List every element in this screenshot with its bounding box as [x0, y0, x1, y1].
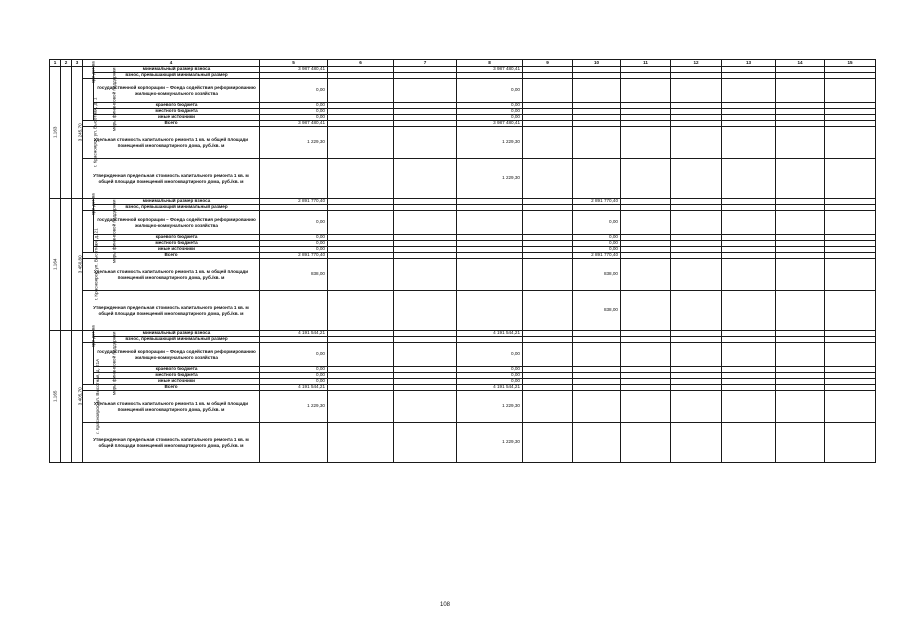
label-regional: краевого бюджета	[94, 103, 260, 109]
funds-group-label-text: сре дст ва	[90, 193, 96, 216]
label-local: местного бюджета	[94, 373, 260, 379]
cell-col8: 0,00	[457, 115, 523, 121]
label-fee-over: взнос, превышающий минимальный размер	[94, 73, 260, 79]
cell-col5: 0,00	[260, 211, 328, 235]
cell-col7	[394, 79, 457, 103]
cell-col12	[671, 423, 722, 463]
record-number	[50, 67, 61, 199]
cell-col5: 0,00	[260, 379, 328, 385]
cell-col14	[776, 211, 825, 235]
table-row	[50, 423, 876, 463]
cell-col10: 0,00	[573, 211, 621, 235]
cell-col10	[573, 159, 621, 199]
cell-col10: 0,00	[573, 235, 621, 241]
colnum-6: 6	[328, 60, 394, 67]
cell-col7	[394, 211, 457, 235]
support-group-label-text: меры финансовой поддержки	[111, 67, 117, 132]
cell-col5: 0,00	[260, 247, 328, 253]
label-limit-cost: Утвержденная предельная стоимость капитального ремонта 1 кв. м общей площади помещений многоквартирного дома, руб./кв. м	[83, 291, 260, 331]
cell-col15	[825, 343, 876, 367]
cell-col9	[523, 211, 573, 235]
cell-col5: 2 891 770,40	[260, 199, 328, 205]
colnum-2: 2	[61, 60, 72, 67]
cell-col14	[776, 259, 825, 291]
record-address-text: г. Красноярск, ул. Высотная, д. 1	[92, 97, 98, 168]
record-area-text: 3 450,80	[77, 255, 83, 274]
cell-col11	[621, 79, 671, 103]
cell-col10	[573, 423, 621, 463]
cell-col7	[394, 159, 457, 199]
cell-col6	[328, 79, 394, 103]
colnum-13: 13	[722, 60, 776, 67]
cell-col10	[573, 391, 621, 423]
funds-group-label	[83, 61, 96, 84]
label-other: иные источники	[94, 379, 260, 385]
cell-col6	[328, 159, 394, 199]
cell-col6	[328, 127, 394, 159]
cell-col11	[621, 127, 671, 159]
cell-col5: 0,00	[260, 115, 328, 121]
cell-col5: 1 229,30	[260, 391, 328, 423]
cell-col11	[621, 343, 671, 367]
cell-col5: 4 191 544,21	[260, 385, 328, 391]
cell-col8: 3 987 480,41	[457, 67, 523, 73]
cell-col14	[776, 127, 825, 159]
label-limit-cost: Утвержденная предельная стоимость капитального ремонта 1 кв. м общей площади помещений многоквартирного дома, руб./кв. м	[83, 159, 260, 199]
label-other: иные источники	[94, 115, 260, 121]
cell-col6	[328, 423, 394, 463]
cell-col7	[394, 291, 457, 331]
label-unit-cost: Удельная стоимость капитального ремонта 1 кв. м общей площади помещений многоквартирного дома, руб./кв. м	[83, 391, 260, 423]
cell-col8: 1 229,30	[457, 159, 523, 199]
cell-col6	[328, 259, 394, 291]
label-fee-over: взнос, превышающий минимальный размер	[94, 337, 260, 343]
cell-col13	[722, 211, 776, 235]
cell-col7	[394, 343, 457, 367]
cell-col15	[825, 79, 876, 103]
cell-col9	[523, 127, 573, 159]
colnum-9: 9	[523, 60, 573, 67]
label-total: Всего	[83, 121, 260, 127]
support-group-label-text: меры финансовой поддержки	[111, 331, 117, 396]
cell-col5: 1 229,30	[260, 127, 328, 159]
cell-col5: 0,00	[260, 373, 328, 379]
cell-col10: 838,00	[573, 259, 621, 291]
cell-col9	[523, 291, 573, 331]
cell-col7	[394, 423, 457, 463]
table-row	[50, 291, 876, 331]
cell-col6	[328, 391, 394, 423]
cell-col7	[394, 391, 457, 423]
cell-col9	[523, 259, 573, 291]
cell-col12	[671, 159, 722, 199]
record-area	[72, 67, 83, 199]
cell-col12	[671, 291, 722, 331]
cell-col9	[523, 159, 573, 199]
funds-group-label-text: сре дст ва	[90, 325, 96, 348]
cell-col12	[671, 391, 722, 423]
cell-col10	[573, 79, 621, 103]
record-area-text: 3 405,70	[77, 387, 83, 406]
record-number-text: 1.164	[52, 258, 58, 271]
cell-col8	[457, 211, 523, 235]
label-regional: краевого бюджета	[94, 235, 260, 241]
label-unit-cost: Удельная стоимость капитального ремонта 1 кв. м общей площади помещений многоквартирного дома, руб./кв. м	[83, 259, 260, 291]
label-local: местного бюджета	[94, 109, 260, 115]
colnum-8: 8	[457, 60, 523, 67]
capital-repair-table	[49, 59, 876, 463]
cell-col11	[621, 259, 671, 291]
label-min-fee: минимальный размер взноса	[94, 199, 260, 205]
cell-col5	[260, 291, 328, 331]
cell-col14	[776, 159, 825, 199]
cell-col15	[825, 211, 876, 235]
cell-col8: 1 229,30	[457, 127, 523, 159]
label-min-fee: минимальный размер взноса	[94, 67, 260, 73]
cell-col10	[573, 127, 621, 159]
colnum-12: 12	[671, 60, 722, 67]
label-total: Всего	[83, 253, 260, 259]
cell-col6	[328, 211, 394, 235]
cell-col10: 2 891 770,40	[573, 199, 621, 205]
cell-col14	[776, 79, 825, 103]
label-other: иные источники	[94, 247, 260, 253]
table-row	[50, 211, 876, 235]
cell-col12	[671, 211, 722, 235]
cell-col7	[394, 127, 457, 159]
cell-col5: 0,00	[260, 109, 328, 115]
cell-col11	[621, 159, 671, 199]
record-area	[72, 331, 83, 463]
cell-col5: 4 191 544,21	[260, 331, 328, 337]
label-fee-over: взнос, превышающий минимальный размер	[94, 205, 260, 211]
cell-col8: 1 229,30	[457, 391, 523, 423]
record-number-text: 1.163	[52, 126, 58, 139]
colnum-4: 4	[83, 60, 260, 67]
label-fund: государственной корпорации – Фонда содействия реформированию жилищно-коммунального хозяйства	[94, 343, 260, 367]
cell-col6	[328, 291, 394, 331]
cell-col5: 2 891 770,40	[260, 253, 328, 259]
cell-col5: 0,00	[260, 103, 328, 109]
cell-col12	[671, 79, 722, 103]
cell-col8: 0,00	[457, 79, 523, 103]
record-address-text: г. Красноярск, ул. Высотная, д. 21	[93, 228, 99, 301]
page-number: 108	[440, 602, 451, 608]
cell-col5: 0,00	[260, 343, 328, 367]
cell-col15	[825, 291, 876, 331]
record-number	[50, 199, 61, 331]
table-row	[50, 259, 876, 291]
table-row	[50, 79, 876, 103]
cell-col8: 0,00	[457, 103, 523, 109]
cell-col11	[621, 211, 671, 235]
cell-col14	[776, 391, 825, 423]
label-min-fee: минимальный размер взноса	[94, 331, 260, 337]
colnum-3: 3	[72, 60, 83, 67]
label-local: местного бюджета	[94, 241, 260, 247]
cell-col12	[671, 343, 722, 367]
cell-col13	[722, 291, 776, 331]
cell-col8: 1 229,30	[457, 423, 523, 463]
cell-col13	[722, 343, 776, 367]
cell-col11	[621, 423, 671, 463]
cell-col14	[776, 343, 825, 367]
cell-col10: 838,00	[573, 291, 621, 331]
cell-col8: 0,00	[457, 109, 523, 115]
cell-col14	[776, 291, 825, 331]
label-regional: краевого бюджета	[94, 367, 260, 373]
cell-col5: 0,00	[260, 241, 328, 247]
cell-col12	[671, 259, 722, 291]
cell-col5: 838,00	[260, 259, 328, 291]
table-row	[50, 343, 876, 367]
cell-col5: 0,00	[260, 79, 328, 103]
cell-col11	[621, 291, 671, 331]
funds-group-label	[83, 325, 96, 348]
cell-col13	[722, 259, 776, 291]
cell-col11	[621, 391, 671, 423]
colnum-5: 5	[260, 60, 328, 67]
cell-col10: 2 891 770,40	[573, 253, 621, 259]
cell-col7	[394, 259, 457, 291]
cell-col8: 0,00	[457, 343, 523, 367]
cell-col8: 3 987 480,41	[457, 121, 523, 127]
table-row	[50, 391, 876, 423]
cell-col12	[671, 127, 722, 159]
colnum-11: 11	[621, 60, 671, 67]
table-row	[50, 159, 876, 199]
cell-col13	[722, 159, 776, 199]
cell-col9	[523, 343, 573, 367]
cell-col8	[457, 291, 523, 331]
cell-col13	[722, 79, 776, 103]
support-group-label-text: меры финансовой поддержки	[111, 199, 117, 264]
label-fund: государственной корпорации – Фонда содействия реформированию жилищно-коммунального хозяйства	[94, 79, 260, 103]
record-number-text: 1.165	[52, 390, 58, 403]
table-row	[50, 127, 876, 159]
cell-col10: 0,00	[573, 241, 621, 247]
cell-col5	[260, 423, 328, 463]
cell-col15	[825, 391, 876, 423]
cell-col13	[722, 423, 776, 463]
label-fund: государственной корпорации – Фонда содействия реформированию жилищно-коммунального хозяйства	[94, 211, 260, 235]
cell-col10	[573, 343, 621, 367]
cell-col8: 0,00	[457, 379, 523, 385]
cell-col5	[260, 159, 328, 199]
cell-col9	[523, 423, 573, 463]
cell-col15	[825, 423, 876, 463]
cell-col13	[722, 391, 776, 423]
label-total: Всего	[83, 385, 260, 391]
cell-col5: 3 987 480,41	[260, 67, 328, 73]
label-unit-cost: Удельная стоимость капитального ремонта 1 кв. м общей площади помещений многоквартирного дома, руб./кв. м	[83, 127, 260, 159]
record-number	[50, 331, 61, 463]
cell-col9	[523, 79, 573, 103]
cell-col15	[825, 259, 876, 291]
colnum-1: 1	[50, 60, 61, 67]
cell-col8: 0,00	[457, 367, 523, 373]
colnum-7: 7	[394, 60, 457, 67]
cell-col8: 0,00	[457, 373, 523, 379]
record-area	[72, 199, 83, 331]
cell-col10: 0,00	[573, 247, 621, 253]
cell-col9	[523, 391, 573, 423]
cell-col8: 4 191 544,21	[457, 385, 523, 391]
cell-col6	[328, 343, 394, 367]
cell-col5: 3 987 480,41	[260, 121, 328, 127]
cell-col15	[825, 127, 876, 159]
cell-col15	[825, 159, 876, 199]
colnum-15: 15	[825, 60, 876, 67]
record-address-text: г. Красноярск, ул. Высотная, д. 21А	[95, 359, 101, 434]
label-limit-cost: Утвержденная предельная стоимость капитального ремонта 1 кв. м общей площади помещений многоквартирного дома, руб./кв. м	[83, 423, 260, 463]
cell-col14	[776, 423, 825, 463]
record-area-text: 3 245,70	[77, 123, 83, 142]
funds-group-label-text: сре дст ва	[90, 61, 96, 84]
cell-col5: 0,00	[260, 235, 328, 241]
cell-col13	[722, 127, 776, 159]
cell-col8	[457, 259, 523, 291]
colnum-10: 10	[573, 60, 621, 67]
cell-col5: 0,00	[260, 367, 328, 373]
colnum-14: 14	[776, 60, 825, 67]
funds-group-label	[83, 193, 96, 216]
cell-col8: 4 191 544,21	[457, 331, 523, 337]
